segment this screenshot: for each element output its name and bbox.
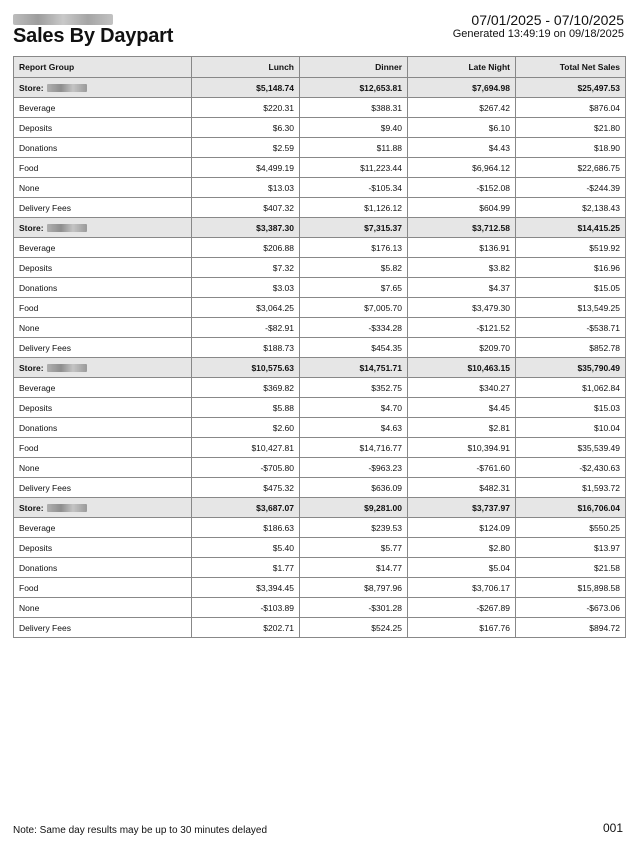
row-value-total-net-sales: -$244.39 <box>516 178 626 198</box>
row-category: Deposits <box>14 538 192 558</box>
store-label-cell <box>14 218 192 238</box>
table-row <box>14 418 626 438</box>
row-value-late-night: $2.80 <box>408 538 516 558</box>
store-total-lunch: $3,687.07 <box>192 498 300 518</box>
row-value-lunch: -$103.89 <box>192 598 300 618</box>
row-value-lunch: $3,064.25 <box>192 298 300 318</box>
row-value-late-night: $3,479.30 <box>408 298 516 318</box>
row-value-total-net-sales: $16.96 <box>516 258 626 278</box>
row-value-lunch: $206.88 <box>192 238 300 258</box>
row-category: Food <box>14 298 192 318</box>
row-value-dinner: $239.53 <box>300 518 408 538</box>
store-total-lunch: $3,387.30 <box>192 218 300 238</box>
store-total-total-net-sales: $16,706.04 <box>516 498 626 518</box>
store-total-late-night: $7,694.98 <box>408 78 516 98</box>
row-category: Donations <box>14 278 192 298</box>
row-value-lunch: $6.30 <box>192 118 300 138</box>
row-value-lunch: $2.59 <box>192 138 300 158</box>
row-value-total-net-sales: $13,549.25 <box>516 298 626 318</box>
report-title: Sales By Daypart <box>13 25 174 47</box>
row-value-dinner: -$334.28 <box>300 318 408 338</box>
row-value-late-night: $3.82 <box>408 258 516 278</box>
row-value-dinner: $11.88 <box>300 138 408 158</box>
row-value-late-night: $482.31 <box>408 478 516 498</box>
row-value-dinner: $388.31 <box>300 98 408 118</box>
table-row <box>14 538 626 558</box>
row-value-total-net-sales: $15,898.58 <box>516 578 626 598</box>
table-row <box>14 278 626 298</box>
table-row <box>14 458 626 478</box>
store-label-cell <box>14 358 192 378</box>
row-value-late-night: $2.81 <box>408 418 516 438</box>
table-row <box>14 118 626 138</box>
row-category: Food <box>14 578 192 598</box>
row-value-lunch: $407.32 <box>192 198 300 218</box>
table-row <box>14 378 626 398</box>
row-value-total-net-sales: $2,138.43 <box>516 198 626 218</box>
store-total-row <box>14 358 626 378</box>
store-total-total-net-sales: $25,497.53 <box>516 78 626 98</box>
store-total-row <box>14 498 626 518</box>
row-value-total-net-sales: $15.05 <box>516 278 626 298</box>
row-value-dinner: -$963.23 <box>300 458 408 478</box>
row-value-lunch: $202.71 <box>192 618 300 638</box>
redacted-store-name <box>47 224 87 232</box>
table-row <box>14 558 626 578</box>
row-value-dinner: -$301.28 <box>300 598 408 618</box>
redacted-company-name <box>13 14 113 25</box>
row-value-lunch: $475.32 <box>192 478 300 498</box>
row-value-lunch: $1.77 <box>192 558 300 578</box>
row-value-lunch: $13.03 <box>192 178 300 198</box>
store-total-row <box>14 218 626 238</box>
row-value-dinner: $5.82 <box>300 258 408 278</box>
table-row <box>14 478 626 498</box>
table-row <box>14 398 626 418</box>
store-label: Store: <box>19 222 44 233</box>
row-value-dinner: $636.09 <box>300 478 408 498</box>
row-value-total-net-sales: -$673.06 <box>516 598 626 618</box>
row-category: Delivery Fees <box>14 618 192 638</box>
row-value-lunch: $5.88 <box>192 398 300 418</box>
redacted-store-name <box>47 364 87 372</box>
row-value-dinner: $524.25 <box>300 618 408 638</box>
table-row <box>14 98 626 118</box>
row-value-dinner: $9.40 <box>300 118 408 138</box>
redacted-store-name <box>47 84 87 92</box>
table-row <box>14 618 626 638</box>
row-value-dinner: $8,797.96 <box>300 578 408 598</box>
row-category: Delivery Fees <box>14 478 192 498</box>
row-value-lunch: $3.03 <box>192 278 300 298</box>
row-value-lunch: $7.32 <box>192 258 300 278</box>
row-value-total-net-sales: $519.92 <box>516 238 626 258</box>
redacted-store-name <box>47 504 87 512</box>
row-value-total-net-sales: $550.25 <box>516 518 626 538</box>
row-value-dinner: $4.63 <box>300 418 408 438</box>
table-header-row <box>14 57 626 78</box>
row-value-lunch: $4,499.19 <box>192 158 300 178</box>
row-value-total-net-sales: -$2,430.63 <box>516 458 626 478</box>
footer-note: Note: Same day results may be up to 30 minutes delayed <box>13 825 268 836</box>
row-value-total-net-sales: $18.90 <box>516 138 626 158</box>
row-value-total-net-sales: $1,062.84 <box>516 378 626 398</box>
row-value-late-night: $4.45 <box>408 398 516 418</box>
row-value-total-net-sales: $852.78 <box>516 338 626 358</box>
column-header-dinner: Dinner <box>300 57 408 78</box>
row-category: Food <box>14 158 192 178</box>
row-category: Donations <box>14 418 192 438</box>
row-category: None <box>14 318 192 338</box>
row-value-late-night: $6.10 <box>408 118 516 138</box>
row-category: Deposits <box>14 258 192 278</box>
row-value-lunch: $2.60 <box>192 418 300 438</box>
date-range: 07/01/2025 - 07/10/2025 <box>471 12 624 28</box>
row-value-total-net-sales: $894.72 <box>516 618 626 638</box>
row-value-late-night: -$761.60 <box>408 458 516 478</box>
table-row <box>14 518 626 538</box>
store-total-late-night: $3,737.97 <box>408 498 516 518</box>
table-body <box>14 78 626 638</box>
row-value-lunch: -$705.80 <box>192 458 300 478</box>
store-label: Store: <box>19 362 44 373</box>
store-total-total-net-sales: $14,415.25 <box>516 218 626 238</box>
store-total-dinner: $12,653.81 <box>300 78 408 98</box>
row-value-lunch: $5.40 <box>192 538 300 558</box>
table-row <box>14 338 626 358</box>
row-value-late-night: $167.76 <box>408 618 516 638</box>
row-value-late-night: $10,394.91 <box>408 438 516 458</box>
row-value-dinner: $454.35 <box>300 338 408 358</box>
table-row <box>14 298 626 318</box>
row-value-late-night: $340.27 <box>408 378 516 398</box>
row-value-late-night: $604.99 <box>408 198 516 218</box>
row-value-late-night: $4.37 <box>408 278 516 298</box>
store-total-dinner: $9,281.00 <box>300 498 408 518</box>
row-value-total-net-sales: $35,539.49 <box>516 438 626 458</box>
row-value-total-net-sales: $876.04 <box>516 98 626 118</box>
row-category: Beverage <box>14 378 192 398</box>
table-row <box>14 258 626 278</box>
store-label-cell <box>14 78 192 98</box>
row-value-late-night: $6,964.12 <box>408 158 516 178</box>
row-value-dinner: $7,005.70 <box>300 298 408 318</box>
row-value-total-net-sales: -$538.71 <box>516 318 626 338</box>
store-label: Store: <box>19 82 44 93</box>
table-row <box>14 198 626 218</box>
row-value-late-night: $5.04 <box>408 558 516 578</box>
table-row <box>14 438 626 458</box>
store-total-lunch: $10,575.63 <box>192 358 300 378</box>
table-row <box>14 238 626 258</box>
row-category: Delivery Fees <box>14 198 192 218</box>
row-value-lunch: $186.63 <box>192 518 300 538</box>
table-row <box>14 318 626 338</box>
generated-timestamp: Generated 13:49:19 on 09/18/2025 <box>452 28 624 40</box>
row-category: None <box>14 598 192 618</box>
store-total-lunch: $5,148.74 <box>192 78 300 98</box>
table-row <box>14 578 626 598</box>
sales-table <box>13 56 626 638</box>
row-value-dinner: $7.65 <box>300 278 408 298</box>
row-value-late-night: $267.42 <box>408 98 516 118</box>
store-total-dinner: $7,315.37 <box>300 218 408 238</box>
row-category: Beverage <box>14 518 192 538</box>
column-header-late-night: Late Night <box>408 57 516 78</box>
row-category: Deposits <box>14 398 192 418</box>
table-row <box>14 178 626 198</box>
row-value-lunch: -$82.91 <box>192 318 300 338</box>
row-value-dinner: $11,223.44 <box>300 158 408 178</box>
row-value-total-net-sales: $13.97 <box>516 538 626 558</box>
row-category: Deposits <box>14 118 192 138</box>
row-value-lunch: $3,394.45 <box>192 578 300 598</box>
row-value-late-night: $124.09 <box>408 518 516 538</box>
row-value-total-net-sales: $21.80 <box>516 118 626 138</box>
store-total-row <box>14 78 626 98</box>
row-value-late-night: -$267.89 <box>408 598 516 618</box>
row-value-late-night: -$121.52 <box>408 318 516 338</box>
row-category: Beverage <box>14 98 192 118</box>
store-total-dinner: $14,751.71 <box>300 358 408 378</box>
row-value-total-net-sales: $22,686.75 <box>516 158 626 178</box>
column-header-total-net-sales: Total Net Sales <box>516 57 626 78</box>
row-value-lunch: $188.73 <box>192 338 300 358</box>
row-category: Delivery Fees <box>14 338 192 358</box>
page-number: 001 <box>602 821 623 835</box>
row-category: Donations <box>14 138 192 158</box>
store-total-late-night: $10,463.15 <box>408 358 516 378</box>
row-value-dinner: $5.77 <box>300 538 408 558</box>
table-row <box>14 138 626 158</box>
row-value-lunch: $220.31 <box>192 98 300 118</box>
row-value-dinner: $176.13 <box>300 238 408 258</box>
store-label: Store: <box>19 502 44 513</box>
row-value-late-night: $136.91 <box>408 238 516 258</box>
row-value-total-net-sales: $21.58 <box>516 558 626 578</box>
row-value-total-net-sales: $1,593.72 <box>516 478 626 498</box>
row-value-dinner: $14,716.77 <box>300 438 408 458</box>
table-row <box>14 598 626 618</box>
row-category: Beverage <box>14 238 192 258</box>
row-value-dinner: -$105.34 <box>300 178 408 198</box>
row-value-total-net-sales: $15.03 <box>516 398 626 418</box>
row-value-dinner: $1,126.12 <box>300 198 408 218</box>
row-value-late-night: $4.43 <box>408 138 516 158</box>
row-value-late-night: $209.70 <box>408 338 516 358</box>
store-total-total-net-sales: $35,790.49 <box>516 358 626 378</box>
table-row <box>14 158 626 178</box>
row-category: Donations <box>14 558 192 578</box>
row-category: None <box>14 458 192 478</box>
store-label-cell <box>14 498 192 518</box>
row-category: Food <box>14 438 192 458</box>
row-value-dinner: $14.77 <box>300 558 408 578</box>
row-value-late-night: $3,706.17 <box>408 578 516 598</box>
row-value-dinner: $352.75 <box>300 378 408 398</box>
column-header-lunch: Lunch <box>192 57 300 78</box>
row-value-lunch: $369.82 <box>192 378 300 398</box>
column-header-report-group: Report Group <box>14 57 192 78</box>
row-value-late-night: -$152.08 <box>408 178 516 198</box>
store-total-late-night: $3,712.58 <box>408 218 516 238</box>
row-value-total-net-sales: $10.04 <box>516 418 626 438</box>
row-value-lunch: $10,427.81 <box>192 438 300 458</box>
row-value-dinner: $4.70 <box>300 398 408 418</box>
row-category: None <box>14 178 192 198</box>
